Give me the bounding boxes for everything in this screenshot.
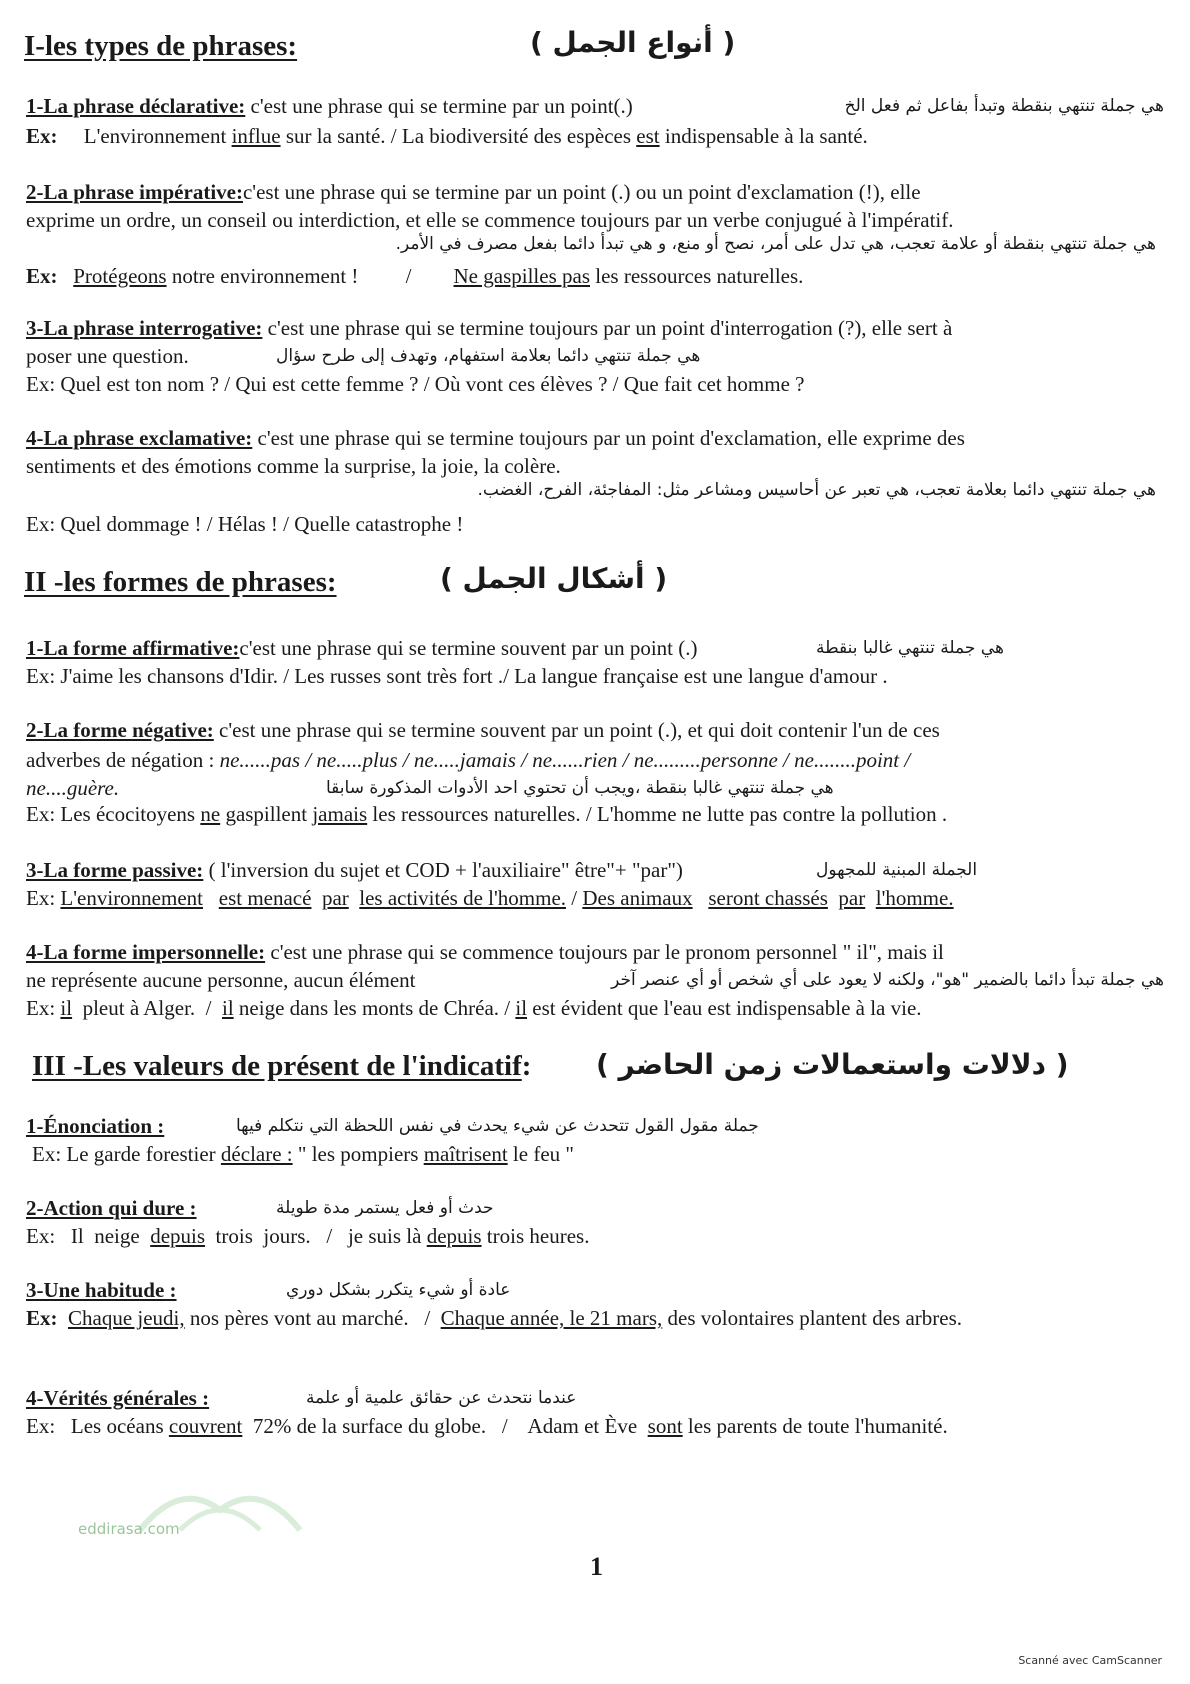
- example-underlined: il: [60, 996, 73, 1020]
- example-text: trois heures.: [481, 1224, 590, 1248]
- example-text: L'environnement: [83, 124, 232, 148]
- example-underlined: Des animaux: [582, 886, 693, 910]
- example-text: neige dans les monts de Chréa. /: [233, 996, 516, 1020]
- imperative-definition-line2: exprime un ordre, un conseil ou interdiction, et elle se commence toujours par un verbe conjugué à l'impératif.: [26, 208, 954, 232]
- example-text: nos pères vont au marché. /: [184, 1306, 441, 1330]
- habitude-definition: [26, 1276, 1164, 1304]
- example-underlined: couvrent: [168, 1414, 243, 1438]
- affirmative-definition: [26, 634, 1164, 662]
- declarative-arabic: هي جملة تنتهي بنقطة وتبدأ بفاعل ثم فعل الخ: [844, 96, 1164, 116]
- enonciation-arabic: جملة مقول القول تتحدث عن شيء يحدث في نفس اللحظة التي نتكلم فيها: [236, 1116, 759, 1136]
- negative-definition-line2: [26, 746, 1164, 774]
- section-2-arabic-title: ( أشكال الجمل ): [440, 562, 668, 595]
- habitude-example: [26, 1304, 1164, 1332]
- example-underlined: Protégeons: [73, 264, 167, 288]
- example-label: Ex:: [26, 124, 58, 148]
- impersonal-arabic: هي جملة تبدأ دائما بالضمير "هو"، ولكنه لا يعود على أي شخص أو أي عنصر آخر: [611, 970, 1164, 990]
- imperative-example: [26, 262, 1164, 290]
- example-underlined: depuis: [426, 1224, 482, 1248]
- example-underlined: Chaque jeudi,: [68, 1306, 185, 1330]
- habitude-label: 3-Une habitude :: [26, 1278, 177, 1302]
- habitude-arabic: عادة أو شيء يتكرر بشكل دوري: [286, 1280, 511, 1300]
- example-underlined: jamais: [312, 802, 368, 826]
- example-text: sur la santé. / La biodiversité des espèces: [280, 124, 637, 148]
- example-underlined: ne: [200, 802, 221, 826]
- watermark-text: eddirasa.com: [78, 1520, 180, 1538]
- verites-generales-example: [26, 1412, 1164, 1440]
- example-underlined: par: [321, 886, 349, 910]
- negative-text: adverbes de négation :: [26, 748, 220, 772]
- example-underlined: par: [838, 886, 866, 910]
- enonciation-example: [32, 1140, 1164, 1168]
- negation-adverbs: ne....guère.: [26, 776, 120, 800]
- example-underlined: depuis: [150, 1224, 206, 1248]
- action-qui-dure-label: 2-Action qui dure :: [26, 1196, 197, 1220]
- imperative-definition-line1: [26, 178, 1164, 206]
- negation-adverbs: ne......pas / ne.....plus / ne.....jamais / ne......rien / ne.........personne / ne........point /: [219, 748, 911, 772]
- declarative-text: c'est une phrase qui se termine par un point(.): [245, 94, 633, 118]
- section-3-colon: :: [521, 1050, 532, 1082]
- enonciation-label: 1-Énonciation :: [26, 1114, 165, 1138]
- example-underlined: est: [636, 124, 660, 148]
- imperative-arabic: هي جملة تنتهي بنقطة أو علامة تعجب، هي تدل على أمر، نصح أو منع، و هي تبدأ دائما بفعل مصرف في الأمر.: [395, 234, 1156, 254]
- interrogative-definition-line1: [26, 314, 1164, 342]
- interrogative-arabic: هي جملة تنتهي دائما بعلامة استفهام، وتهدف إلى طرح سؤال: [276, 346, 701, 366]
- declarative-definition: [26, 92, 1164, 120]
- example-text: Ex: Les océans: [26, 1414, 169, 1438]
- section-3-title: [32, 1050, 531, 1083]
- example-label: Ex:: [26, 886, 61, 910]
- example-underlined: L'environnement: [60, 886, 203, 910]
- action-qui-dure-arabic: حدث أو فعل يستمر مدة طويلة: [276, 1198, 494, 1218]
- example-text: les parents de toute l'humanité.: [682, 1414, 948, 1438]
- section-1-title: I-les types de phrases:: [24, 30, 298, 62]
- example-text: Ex: Les écocitoyens: [26, 802, 201, 826]
- example-label: Ex:: [26, 1306, 68, 1330]
- example-underlined: les activités de l'homme.: [359, 886, 567, 910]
- example-underlined: l'homme.: [875, 886, 954, 910]
- negative-text: c'est une phrase qui se termine souvent par un point (.), et qui doit contenir l'un de ces: [213, 718, 940, 742]
- exclamative-example: Ex: Quel dommage ! / Hélas ! / Quelle catastrophe !: [26, 512, 464, 536]
- interrogative-example: Ex: Quel est ton nom ? / Qui est cette femme ? / Où vont ces élèves ? / Que fait cet homme ?: [26, 372, 805, 396]
- example-underlined: il: [222, 996, 234, 1020]
- example-text: les ressources naturelles. / L'homme ne lutte pas contre la pollution .: [367, 802, 948, 826]
- example-text: indispensable à la santé.: [659, 124, 868, 148]
- example-text: trois jours. / je suis là: [205, 1224, 427, 1248]
- example-text: " les pompiers: [292, 1142, 424, 1166]
- interrogative-label: 3-La phrase interrogative:: [26, 316, 263, 340]
- exclamative-label: 4-La phrase exclamative:: [26, 426, 253, 450]
- negative-arabic: هي جملة تنتهي غالبا بنقطة ،ويجب أن تحتوي احد الأدوات المذكورة سابقا: [326, 778, 834, 798]
- negative-label: 2-La forme négative:: [26, 718, 214, 742]
- example-underlined: il: [515, 996, 528, 1020]
- negative-definition-line1: [26, 716, 1164, 744]
- negative-definition-line3: [26, 774, 1164, 802]
- passive-example: [26, 884, 1164, 912]
- example-text: les ressources naturelles.: [590, 264, 804, 288]
- imperative-text: c'est une phrase qui se termine par un point (.) ou un point d'exclamation (!), elle: [242, 180, 921, 204]
- example-underlined: influe: [231, 124, 281, 148]
- example-text: des volontaires plantent des arbres.: [662, 1306, 962, 1330]
- page-number: 1: [590, 1552, 603, 1581]
- passive-arabic: الجملة المبنية للمجهول: [816, 860, 978, 880]
- example-label: Ex:: [26, 264, 58, 288]
- verites-generales-label: 4-Vérités générales :: [26, 1386, 210, 1410]
- interrogative-text: poser une question.: [26, 344, 189, 368]
- scanner-credit: Scanné avec CamScanner: [1018, 1654, 1162, 1667]
- example-text: le feu ": [507, 1142, 574, 1166]
- exclamative-text: c'est une phrase qui se termine toujours par un point d'exclamation, elle exprime des: [252, 426, 965, 450]
- example-text: Ex:: [26, 996, 61, 1020]
- section-1-arabic-title: ( أنواع الجمل ): [530, 26, 736, 59]
- interrogative-text: c'est une phrase qui se termine toujours par un point d'interrogation (?), elle sert à: [262, 316, 953, 340]
- declarative-label: 1-La phrase déclarative:: [26, 94, 246, 118]
- example-underlined: maîtrisent: [423, 1142, 508, 1166]
- example-underlined: est menacé: [218, 886, 312, 910]
- section-3-title-text: III -Les valeurs de présent de l'indicatif: [32, 1050, 522, 1082]
- example-text: gaspillent: [220, 802, 313, 826]
- verites-generales-definition: [26, 1384, 1164, 1412]
- section-3-arabic-title: ( دلالات واستعمالات زمن الحاضر ): [596, 1048, 1069, 1081]
- action-qui-dure-example: [26, 1222, 1164, 1250]
- imperative-label: 2-La phrase impérative:: [26, 180, 243, 204]
- impersonal-definition-line1: [26, 938, 1164, 966]
- example-underlined: Chaque année, le 21 mars,: [440, 1306, 663, 1330]
- example-text: pleut à Alger. /: [72, 996, 222, 1020]
- example-underlined: sont: [647, 1414, 683, 1438]
- example-underlined: Ne gaspilles pas: [453, 264, 590, 288]
- example-text: est évident que l'eau est indispensable à la vie.: [527, 996, 922, 1020]
- example-underlined: déclare :: [220, 1142, 293, 1166]
- passive-text: ( l'inversion du sujet et COD + l'auxiliaire" être"+ "par"): [203, 858, 683, 882]
- impersonal-text: ne représente aucune personne, aucun élément: [26, 968, 416, 992]
- example-text: Ex: Le garde forestier: [32, 1142, 221, 1166]
- affirmative-example: Ex: J'aime les chansons d'Idir. / Les russes sont très fort ./ La langue française est une langue d'amour .: [26, 664, 888, 688]
- exclamative-arabic: هي جملة تنتهي دائما بعلامة تعجب، هي تعبر عن أحاسيس ومشاعر مثل: المفاجئة، الفرح، الغضب.: [477, 480, 1156, 500]
- impersonal-definition-line2: [26, 966, 1164, 994]
- negative-example: [26, 800, 1164, 828]
- affirmative-label: 1-La forme affirmative:: [26, 636, 240, 660]
- interrogative-definition-line2: [26, 342, 1164, 370]
- impersonal-label: 4-La forme impersonnelle:: [26, 940, 266, 964]
- section-2-title: II -les formes de phrases:: [24, 566, 337, 598]
- declarative-example: [26, 122, 1164, 150]
- example-separator: /: [566, 886, 583, 910]
- exclamative-definition-line2: sentiments et des émotions comme la surprise, la joie, la colère.: [26, 454, 561, 478]
- passive-label: 3-La forme passive:: [26, 858, 204, 882]
- example-text: Ex: Il neige: [26, 1224, 151, 1248]
- impersonal-example: [26, 994, 1164, 1022]
- enonciation-definition: [26, 1112, 1164, 1140]
- example-text: notre environnement ! /: [166, 264, 454, 288]
- action-qui-dure-definition: [26, 1194, 1164, 1222]
- affirmative-arabic: هي جملة تنتهي غالبا بنقطة: [816, 638, 1004, 658]
- affirmative-text: c'est une phrase qui se termine souvent par un point (.): [239, 636, 698, 660]
- impersonal-text: c'est une phrase qui se commence toujours par le pronom personnel " il", mais il: [265, 940, 944, 964]
- verites-generales-arabic: عندما نتحدث عن حقائق علمية أو علمة: [306, 1388, 577, 1408]
- passive-definition: [26, 856, 1164, 884]
- exclamative-definition-line1: [26, 424, 1164, 452]
- example-underlined: seront chassés: [708, 886, 828, 910]
- example-text: 72% de la surface du globe. / Adam et Ève: [242, 1414, 648, 1438]
